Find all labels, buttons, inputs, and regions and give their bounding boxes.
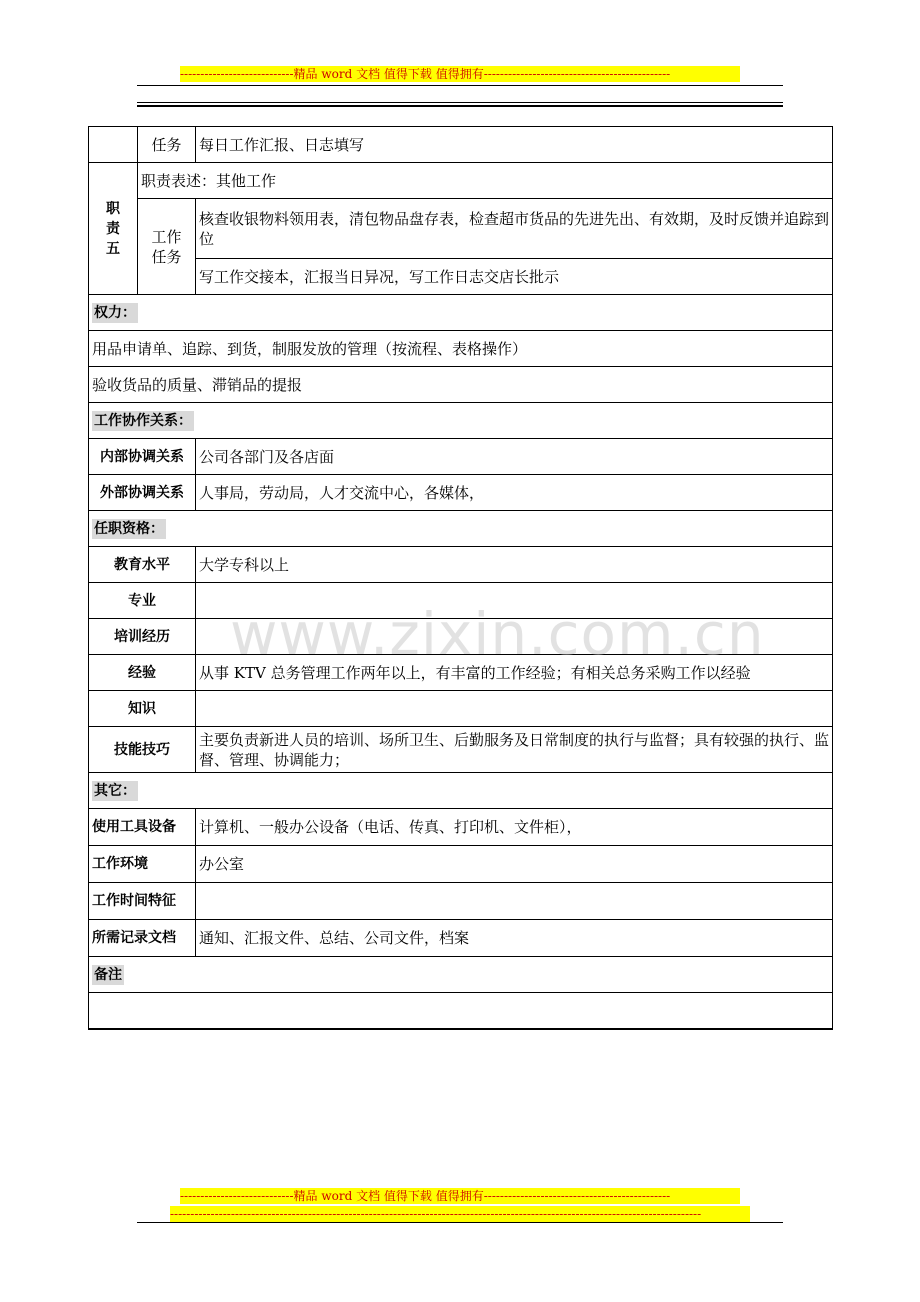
footer-banner: ----------------------------精品 word 文档 值得下载 值得拥有---------------------------------------------- [180,1188,740,1204]
skills-value: 主要负责新进人员的培训、场所卫生、后勤服务及日常制度的执行与监督；具有较强的执行、监督、管理、协调能力； [196,727,833,773]
duty5-work-task-label: 工作 任务 [138,199,196,295]
job-description-table [88,126,833,1030]
education-label: 教育水平 [89,547,196,583]
work-time-label: 工作时间特征 [89,883,196,920]
remarks-value [89,993,833,1029]
knowledge-value [196,691,833,727]
power-section-header [89,295,833,331]
knowledge-label: 知识 [89,691,196,727]
experience-label: 经验 [89,655,196,691]
power-item: 验收货品的质量、滞销品的提报 [89,367,833,403]
duty5-label: 职 责 五 [89,163,138,295]
internal-coordination-label: 内部协调关系 [89,439,196,475]
other-section-header [89,773,833,809]
environment-value: 办公室 [196,846,833,883]
duty5-task-text: 每日工作汇报、日志填写 [196,127,833,163]
duty5-task-sub-label: 任务 [138,127,196,163]
tools-label: 使用工具设备 [89,809,196,846]
external-coordination-value: 人事局，劳动局，人才交流中心，各媒体， [196,475,833,511]
tools-value: 计算机、一般办公设备（电话、传真、打印机、文件柜）， [196,809,833,846]
other-title: 其它： [94,783,136,799]
duty5-work-task-1: 核查收银物料领用表，清包物品盘存表，检查超市货品的先进先出、有效期，及时反馈并追踪到位 [196,199,833,259]
remarks-title: 备注 [94,967,122,983]
environment-label: 工作环境 [89,846,196,883]
qualification-section-header [89,511,833,547]
cooperation-title: 工作协作关系： [94,413,192,429]
training-value [196,619,833,655]
cooperation-section-header [89,403,833,439]
power-title: 权力： [94,305,136,321]
watermark: www.zixin.com.cn [230,600,765,668]
header-banner: ----------------------------精品 word 文档 值得下载 值得拥有---------------------------------------------- [180,66,740,82]
header-double-rule-top [137,102,783,103]
major-value [196,583,833,619]
duty5-description: 职责表述：其他工作 [138,163,833,199]
work-time-value [196,883,833,920]
qualification-title: 任职资格： [94,521,164,537]
experience-value: 从事 KTV 总务管理工作两年以上，有丰富的工作经验；有相关总务采购工作以经验 [196,655,833,691]
footer-rule [137,1222,783,1223]
duty5-work-task-2: 写工作交接本，汇报当日异况，写工作日志交店长批示 [196,259,833,295]
major-label: 专业 [89,583,196,619]
records-value: 通知、汇报文件、总结、公司文件，档案 [196,920,833,957]
external-coordination-label: 外部协调关系 [89,475,196,511]
duty5-top-blank [89,127,138,163]
power-item: 用品申请单、追踪、到货，制服发放的管理（按流程、表格操作） [89,331,833,367]
remarks-section-header [89,957,833,993]
header-rule [137,85,783,86]
footer-dash-line: ----------------------------------------------------------------------------------------------------------------------------------- [170,1206,750,1222]
skills-label: 技能技巧 [89,727,196,773]
education-value: 大学专科以上 [196,547,833,583]
training-label: 培训经历 [89,619,196,655]
internal-coordination-value: 公司各部门及各店面 [196,439,833,475]
records-label: 所需记录文档 [89,920,196,957]
header-double-rule-bottom [137,105,783,107]
